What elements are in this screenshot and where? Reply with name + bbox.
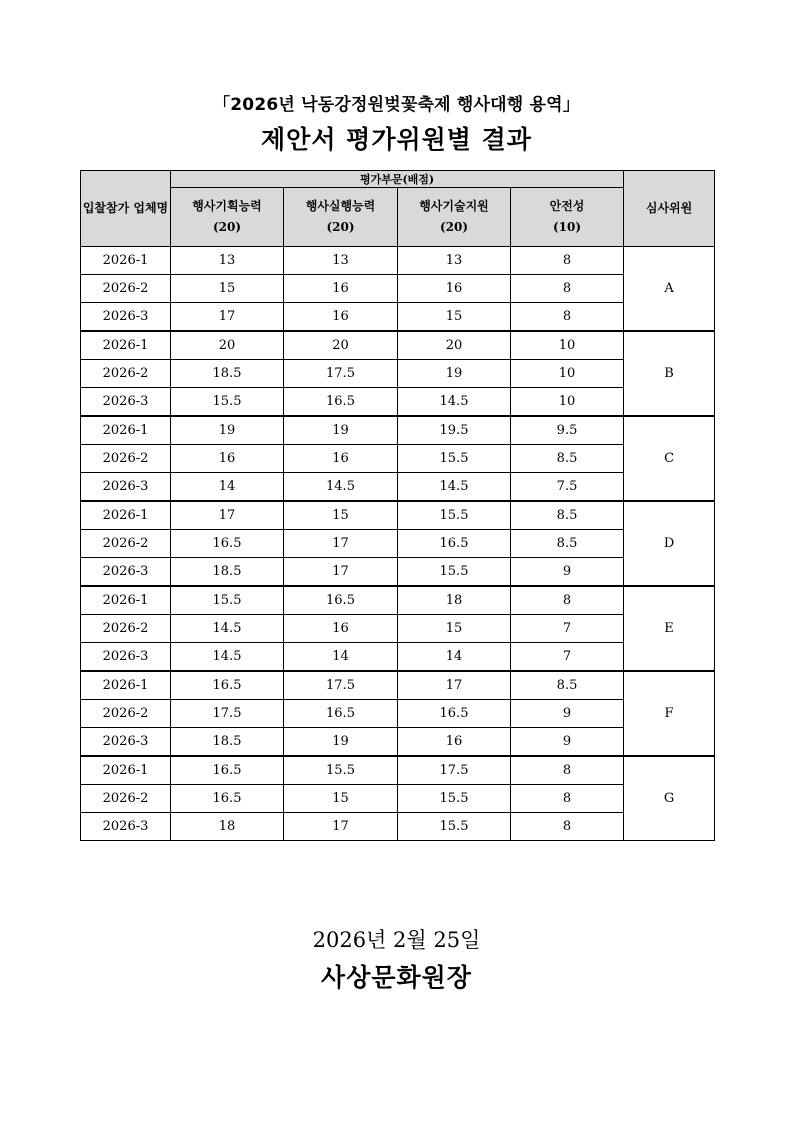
header-criterion bbox=[398, 188, 511, 247]
criterion-points: (10) bbox=[552, 220, 582, 234]
score-cell: 9 bbox=[511, 700, 624, 728]
score-cell: 7.5 bbox=[511, 473, 624, 502]
company-cell: 2026-1 bbox=[81, 416, 171, 445]
header-company-label: 입찰참가 업체명 bbox=[82, 201, 169, 215]
company-cell: 2026-2 bbox=[81, 445, 171, 473]
issuing-organization: 사상문화원장 bbox=[321, 963, 472, 992]
table-row bbox=[81, 530, 715, 558]
company-cell: 2026-2 bbox=[81, 700, 171, 728]
table-row bbox=[81, 501, 715, 530]
score-cell: 16 bbox=[398, 728, 511, 757]
score-cell: 15.5 bbox=[171, 586, 284, 615]
company-cell: 2026-3 bbox=[81, 728, 171, 757]
score-cell: 14.5 bbox=[398, 473, 511, 502]
score-cell: 16.5 bbox=[398, 530, 511, 558]
score-cell: 16.5 bbox=[171, 530, 284, 558]
company-cell: 2026-1 bbox=[81, 756, 171, 785]
company-cell: 2026-1 bbox=[81, 671, 171, 700]
score-cell: 16 bbox=[284, 615, 398, 643]
score-cell: 20 bbox=[171, 331, 284, 360]
score-cell: 19 bbox=[398, 360, 511, 388]
score-cell: 18.5 bbox=[171, 558, 284, 587]
table-row bbox=[81, 643, 715, 672]
score-cell: 15 bbox=[171, 275, 284, 303]
company-cell: 2026-1 bbox=[81, 501, 171, 530]
table-row bbox=[81, 247, 715, 275]
header-judge: 심사위원 bbox=[624, 171, 715, 247]
company-cell: 2026-2 bbox=[81, 615, 171, 643]
company-cell: 2026-2 bbox=[81, 275, 171, 303]
company-cell: 2026-3 bbox=[81, 558, 171, 587]
table-row bbox=[81, 785, 715, 813]
score-cell: 15 bbox=[398, 303, 511, 332]
score-cell: 15.5 bbox=[398, 813, 511, 841]
score-cell: 10 bbox=[511, 360, 624, 388]
score-cell: 18.5 bbox=[171, 728, 284, 757]
score-cell: 16.5 bbox=[171, 785, 284, 813]
document-title-line1: 「2026년 낙동강정원벚꽃축제 행사대행 용역」 bbox=[213, 95, 580, 115]
score-cell: 9.5 bbox=[511, 416, 624, 445]
score-cell: 7 bbox=[511, 643, 624, 672]
score-cell: 16.5 bbox=[284, 388, 398, 417]
judge-cell: B bbox=[624, 331, 715, 416]
score-cell: 13 bbox=[284, 247, 398, 275]
score-cell: 19 bbox=[171, 416, 284, 445]
score-cell: 10 bbox=[511, 388, 624, 417]
score-cell: 16.5 bbox=[171, 671, 284, 700]
header-criterion bbox=[171, 188, 284, 247]
score-cell: 15 bbox=[398, 615, 511, 643]
table-row bbox=[81, 615, 715, 643]
score-cell: 20 bbox=[284, 331, 398, 360]
score-cell: 14 bbox=[398, 643, 511, 672]
header-company bbox=[81, 171, 171, 247]
score-cell: 10 bbox=[511, 331, 624, 360]
score-cell: 16.5 bbox=[398, 700, 511, 728]
criterion-points: (20) bbox=[439, 220, 469, 234]
score-cell: 17 bbox=[171, 303, 284, 332]
table-row bbox=[81, 303, 715, 332]
score-cell: 16 bbox=[284, 445, 398, 473]
criterion-name: 행사기술지원 bbox=[419, 199, 489, 213]
score-cell: 14.5 bbox=[398, 388, 511, 417]
score-cell: 8 bbox=[511, 247, 624, 275]
score-cell: 15.5 bbox=[284, 756, 398, 785]
criterion-name: 안전성 bbox=[549, 199, 585, 213]
company-cell: 2026-3 bbox=[81, 388, 171, 417]
criterion-points: (20) bbox=[326, 220, 355, 234]
company-cell: 2026-3 bbox=[81, 473, 171, 502]
criterion-points: (20) bbox=[212, 220, 242, 234]
score-cell: 16 bbox=[284, 303, 398, 332]
document-date: 2026년 2월 25일 bbox=[312, 928, 481, 952]
header-criterion bbox=[511, 188, 624, 247]
score-cell: 15 bbox=[284, 785, 398, 813]
company-cell: 2026-3 bbox=[81, 643, 171, 672]
score-cell: 8.5 bbox=[511, 671, 624, 700]
score-cell: 16 bbox=[171, 445, 284, 473]
score-cell: 17 bbox=[398, 671, 511, 700]
score-cell: 16.5 bbox=[284, 700, 398, 728]
criterion-name: 행사실행능력 bbox=[305, 199, 376, 213]
header-criteria-group: 평가부문(배점) bbox=[171, 171, 624, 188]
score-cell: 16.5 bbox=[171, 756, 284, 785]
evaluation-results-table bbox=[80, 170, 715, 841]
table-row bbox=[81, 445, 715, 473]
table-row bbox=[81, 331, 715, 360]
header-criterion bbox=[284, 188, 398, 247]
score-cell: 8 bbox=[511, 275, 624, 303]
table-row bbox=[81, 416, 715, 445]
score-cell: 13 bbox=[398, 247, 511, 275]
table-row bbox=[81, 728, 715, 757]
score-cell: 15.5 bbox=[398, 445, 511, 473]
score-cell: 16 bbox=[284, 275, 398, 303]
score-cell: 17.5 bbox=[284, 360, 398, 388]
score-cell: 17.5 bbox=[398, 756, 511, 785]
judge-cell: D bbox=[624, 501, 715, 586]
judge-cell: A bbox=[624, 247, 715, 332]
table-row bbox=[81, 360, 715, 388]
company-cell: 2026-2 bbox=[81, 530, 171, 558]
score-cell: 15.5 bbox=[398, 501, 511, 530]
company-cell: 2026-1 bbox=[81, 331, 171, 360]
score-cell: 19 bbox=[284, 728, 398, 757]
table-row bbox=[81, 813, 715, 841]
table-row bbox=[81, 671, 715, 700]
score-cell: 18.5 bbox=[171, 360, 284, 388]
score-cell: 15 bbox=[284, 501, 398, 530]
table-row bbox=[81, 586, 715, 615]
score-cell: 19 bbox=[284, 416, 398, 445]
score-cell: 8 bbox=[511, 813, 624, 841]
score-cell: 7 bbox=[511, 615, 624, 643]
score-cell: 17 bbox=[284, 813, 398, 841]
score-cell: 19.5 bbox=[398, 416, 511, 445]
company-cell: 2026-2 bbox=[81, 785, 171, 813]
document-title-line2: 제안서 평가위원별 결과 bbox=[261, 125, 532, 154]
score-cell: 14 bbox=[284, 643, 398, 672]
score-cell: 15.5 bbox=[398, 558, 511, 587]
score-cell: 15.5 bbox=[398, 785, 511, 813]
judge-cell: E bbox=[624, 586, 715, 671]
score-cell: 17.5 bbox=[171, 700, 284, 728]
score-cell: 18 bbox=[398, 586, 511, 615]
score-cell: 15.5 bbox=[171, 388, 284, 417]
company-cell: 2026-1 bbox=[81, 247, 171, 275]
company-cell: 2026-3 bbox=[81, 813, 171, 841]
criterion-name: 행사기획능력 bbox=[192, 199, 262, 213]
score-cell: 16 bbox=[398, 275, 511, 303]
judge-cell: G bbox=[624, 756, 715, 841]
score-cell: 17 bbox=[284, 530, 398, 558]
table-row bbox=[81, 558, 715, 587]
score-cell: 14.5 bbox=[284, 473, 398, 502]
score-cell: 18 bbox=[171, 813, 284, 841]
score-cell: 8 bbox=[511, 586, 624, 615]
table-row bbox=[81, 388, 715, 417]
score-cell: 8 bbox=[511, 785, 624, 813]
company-cell: 2026-1 bbox=[81, 586, 171, 615]
score-cell: 14 bbox=[171, 473, 284, 502]
score-cell: 14.5 bbox=[171, 615, 284, 643]
table-row bbox=[81, 700, 715, 728]
score-cell: 8 bbox=[511, 303, 624, 332]
table-row bbox=[81, 473, 715, 502]
score-cell: 9 bbox=[511, 558, 624, 587]
score-cell: 20 bbox=[398, 331, 511, 360]
score-cell: 8.5 bbox=[511, 530, 624, 558]
score-cell: 13 bbox=[171, 247, 284, 275]
table-row bbox=[81, 275, 715, 303]
score-cell: 17 bbox=[284, 558, 398, 587]
score-cell: 16.5 bbox=[284, 586, 398, 615]
score-cell: 14.5 bbox=[171, 643, 284, 672]
score-cell: 8 bbox=[511, 756, 624, 785]
score-cell: 8.5 bbox=[511, 501, 624, 530]
judge-cell: C bbox=[624, 416, 715, 501]
company-cell: 2026-2 bbox=[81, 360, 171, 388]
table-row bbox=[81, 756, 715, 785]
score-cell: 8.5 bbox=[511, 445, 624, 473]
score-cell: 17 bbox=[171, 501, 284, 530]
company-cell: 2026-3 bbox=[81, 303, 171, 332]
score-cell: 17.5 bbox=[284, 671, 398, 700]
score-cell: 9 bbox=[511, 728, 624, 757]
judge-cell: F bbox=[624, 671, 715, 756]
